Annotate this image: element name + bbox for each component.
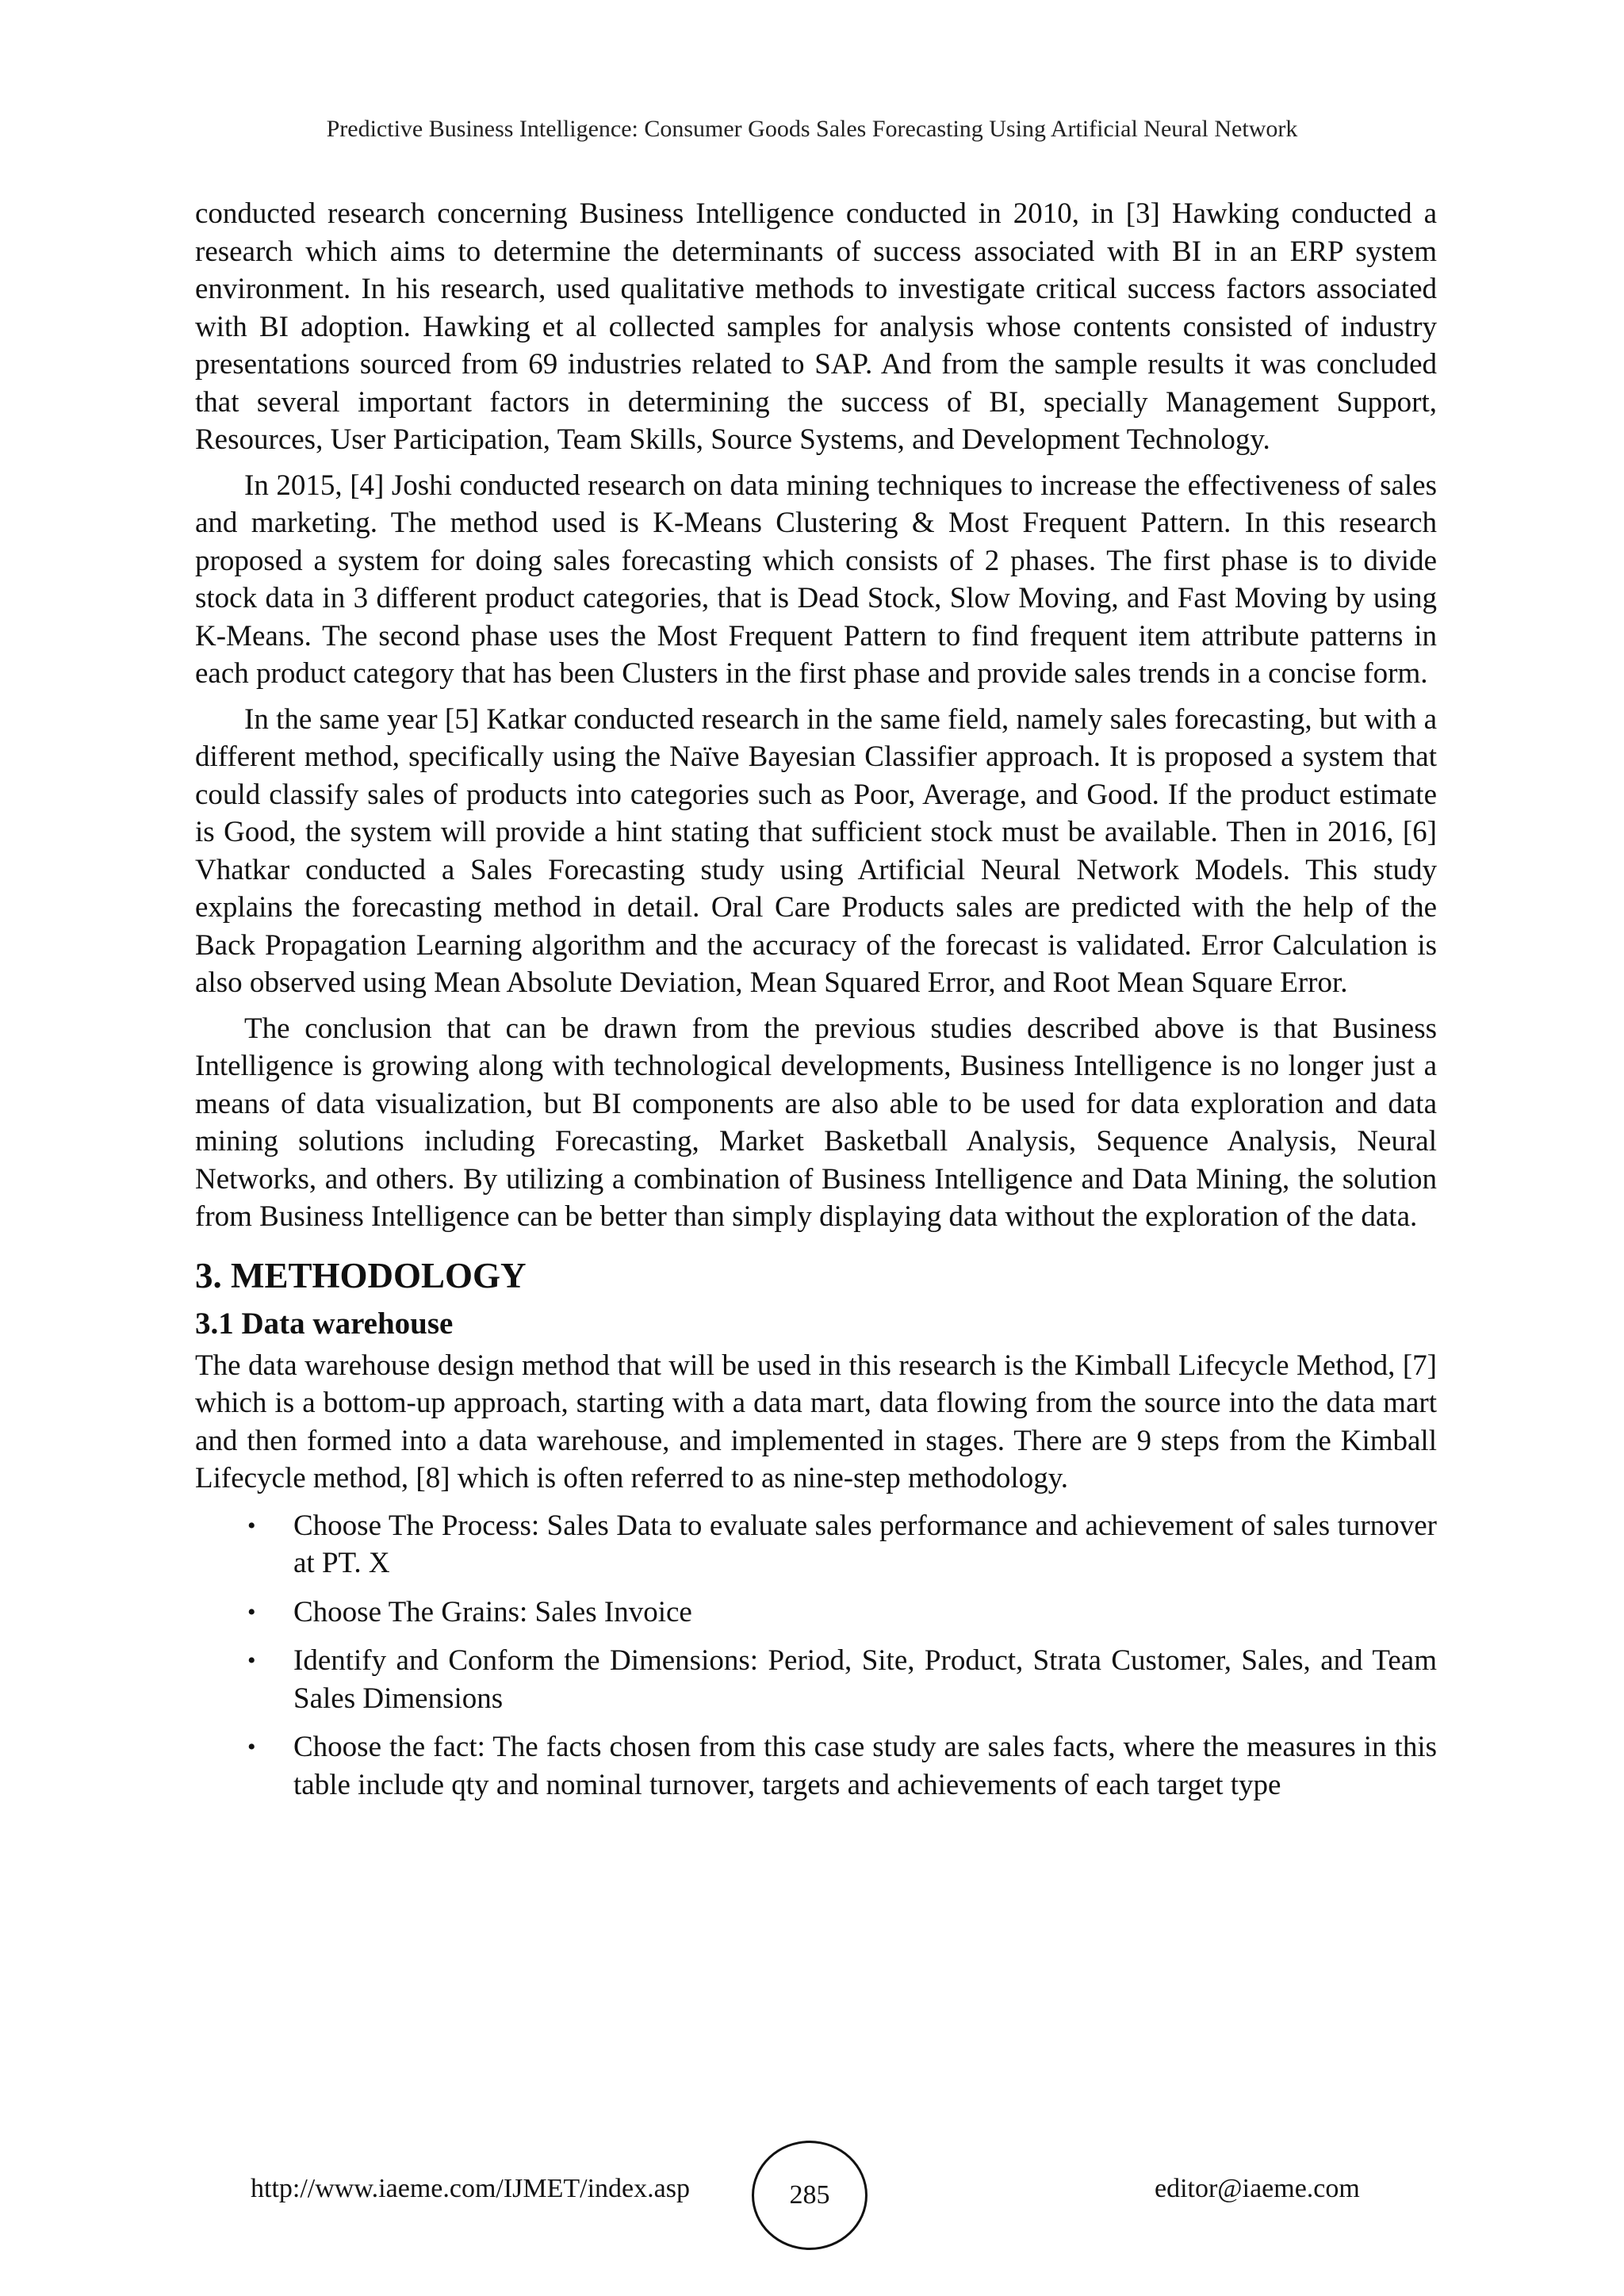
bullet-list xyxy=(195,1507,1437,1804)
section-heading: 3. METHODOLOGY xyxy=(195,1255,527,1295)
page-number: 285 xyxy=(752,2141,868,2250)
footer-email-link[interactable]: editor@iaeme.com xyxy=(1155,2174,1360,2203)
list-item xyxy=(195,1594,1437,1632)
bullet-icon: • xyxy=(247,1598,256,1625)
body-content xyxy=(195,195,1437,1815)
paragraph: In the same year [5] Katkar conducted research in the same field, namely sales forecasting, but with a different method, specifically using the Naïve Bayesian Classifier approach. It is proposed a system that could classify sales of products into categories such as Poor, Average, and Good. If the product estimate is Good, the system will provide a hint stating that sufficient stock must be available. Then in 2016, [6] Vhatkar conducted a Sales Forecasting study using Artificial Neural Network Models. This study explains the forecasting method in detail. Oral Care Products sales are predicted with the help of the Back Propagation Learning algorithm and the accuracy of the forecast is validated. Error Calculation is also observed using Mean Absolute Deviation, Mean Squared Error, and Root Mean Square Error. xyxy=(195,702,1437,999)
list-item-text: Choose The Process: Sales Data to evaluate sales performance and achievement of sales turnover at PT. X xyxy=(293,1509,1437,1579)
list-item-text: Choose The Grains: Sales Invoice xyxy=(293,1595,692,1628)
bullet-icon: • xyxy=(247,1734,256,1760)
section-intro: The data warehouse design method that will be used in this research is the Kimball Lifecycle Method, [7] which is a bottom-up approach, starting with a data mart, data flowing from the source into the data mart and then formed into a data warehouse, and implemented in stages. There are 9 steps from the Kimball Lifecycle method, [8] which is often referred to as nine-step methodology. xyxy=(195,1349,1437,1494)
footer-url-link[interactable]: http://www.iaeme.com/IJMET/index.asp xyxy=(251,2174,690,2203)
page-footer xyxy=(0,2141,1624,2252)
list-item-text: Choose the fact: The facts chosen from this case study are sales facts, where the measures in this table include qty and nominal turnover, targets and achievements of each target type xyxy=(293,1731,1437,1801)
bullet-icon: • xyxy=(247,1512,256,1539)
running-title: Predictive Business Intelligence: Consumer Goods Sales Forecasting Using Artificial Neural Network xyxy=(326,116,1298,142)
bullet-icon: • xyxy=(247,1647,256,1674)
list-item-text: Identify and Conform the Dimensions: Period, Site, Product, Strata Customer, Sales, and Team Sales Dimensions xyxy=(293,1644,1437,1715)
paragraph: In 2015, [4] Joshi conducted research on data mining techniques to increase the effectiveness of sales and marketing. The method used is K-Means Clustering & Most Frequent Pattern. In this research proposed a system for doing sales forecasting which consists of 2 phases. The first phase is to divide stock data in 3 different product categories, that is Dead Stock, Slow Moving, and Fast Moving by using K-Means. The second phase uses the Most Frequent Pattern to find frequent item attribute patterns in each product category that has been Clusters in the first phase and provide sales trends in a concise form. xyxy=(195,469,1437,690)
list-item xyxy=(195,1642,1437,1717)
paragraph: conducted research concerning Business Intelligence conducted in 2010, in [3] Hawking conducted a research which aims to determine the determinants of success associated with BI in an ERP system environment. In his research, used qualitative methods to investigate critical success factors associated with BI adoption. Hawking et al collected samples for analysis whose contents consisted of industry presentations sourced from 69 industries related to SAP. And from the sample results it was concluded that several important factors in determining the success of BI, specially Management Support, Resources, User Participation, Team Skills, Source Systems, and Development Technology. xyxy=(195,197,1437,456)
paragraph: The conclusion that can be drawn from the previous studies described above is that Business Intelligence is growing along with technological developments, Business Intelligence is no longer just a means of data visualization, but BI components are also able to be used for data exploration and data mining solutions including Forecasting, Market Basketball Analysis, Sequence Analysis, Neural Networks, and others. By utilizing a combination of Business Intelligence and Data Mining, the solution from Business Intelligence can be better than simply displaying data without the exploration of the data. xyxy=(195,1012,1437,1233)
subsection-heading: 3.1 Data warehouse xyxy=(195,1306,454,1341)
list-item xyxy=(195,1728,1437,1804)
list-item xyxy=(195,1507,1437,1582)
